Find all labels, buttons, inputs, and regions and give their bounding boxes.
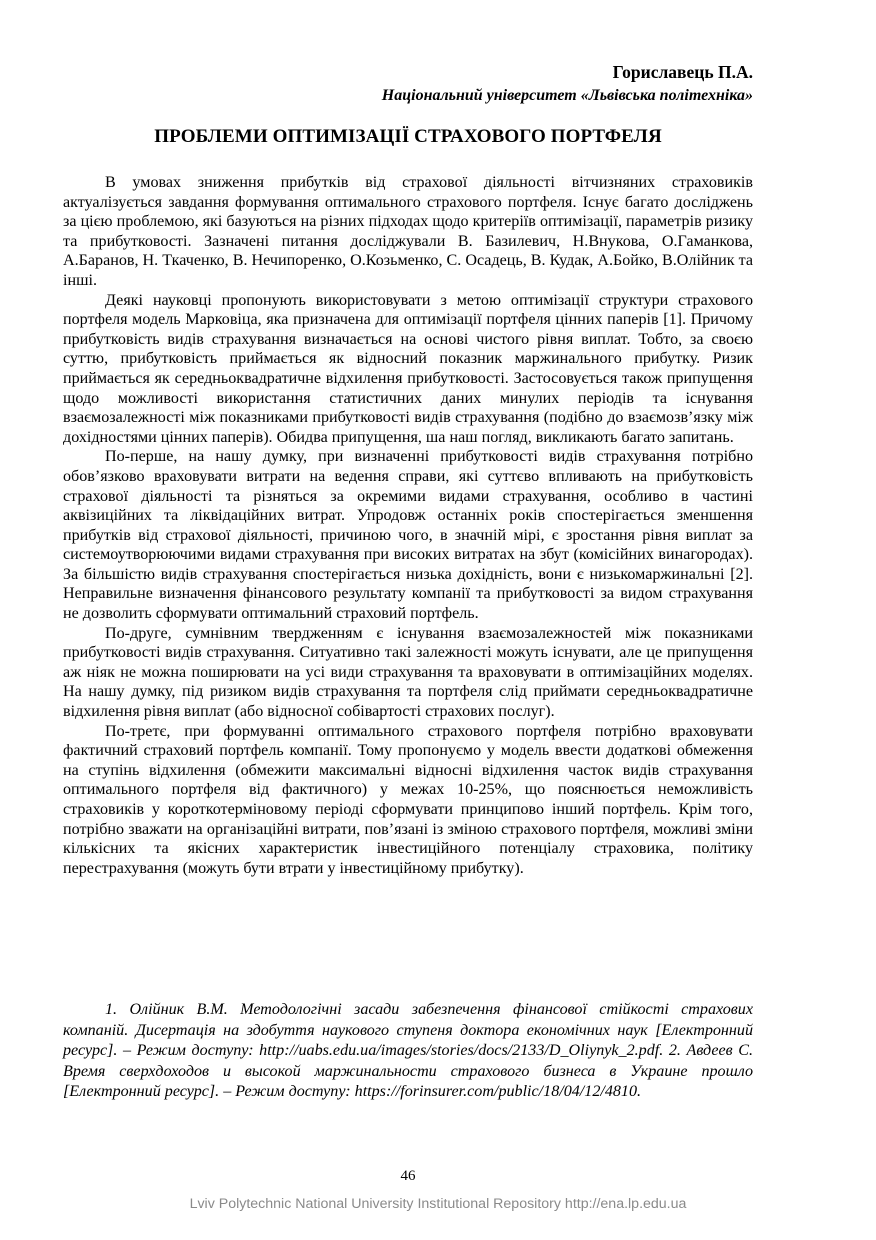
references: 1. Олійник В.М. Методологічні засади забезпечення фінансової стійкості страхових компаній. Дисертація на здобуття наукового ступеня доктора економічних наук [Електронний ресурс]. – Режим доступу: http://uabs.edu.ua/images/stories/docs/2133/D_Oliynyk_2.pdf. 2. Авдеев С. Время сверхдоходов и высокой маржинальности страхового бизнеса в Украине прошло [Електронний ресурс]. – Режим доступу: https://forinsurer.com/public/18/04/12/4810. (63, 1001, 753, 1101)
paragraph-3: По-перше, на нашу думку, при визначенні прибутковості видів страхування потрібно обов’язково враховувати витрати на ведення справи, які суттєво впливають на прибутковість страхової діяльності та різняться за окремими видами страхування, особливо в частині аквізиційних та ліквідаційних витрат. Упродовж останніх років спостерігається зменшення прибутків від страхової діяльності, причиною чого, в значній мірі, є зростання рівня виплат за системоутворюючими видами страхування при високих витратах на збут (комісійних винагородах). За більшістю видів страхування спостерігається низька дохідність, вони є низькомаржинальні [2]. Неправильне визначення фінансового результату компанії та прибутковості за видом страхування не дозволить сформувати оптимальний страховий портфель. (63, 448, 753, 623)
paragraph-5: По-третє, при формуванні оптимального страхового портфеля потрібно враховувати фактичний страховий портфель компанії. Тому пропонуємо у модель ввести додаткові обмеження на ступінь відхилення (обмежити максимальні відносні відхилення часток видів страхування оптимального портфеля від фактичного) у межах 10-25%, що пояснюється неможливість страховиків у короткотерміновому періоді сформувати принципово інший портфель. Крім того, потрібно зважати на організаційні витрати, пов’язані із зміною страхового портфеля, можливі зміни кількісних та якісних характеристик інвестиційного потенціалу страховика, політику перестрахування (можуть бути втрати у інвестиційному прибутку). (63, 722, 753, 877)
paragraph-1: В умовах зниження прибутків від страхової діяльності вітчизняних страховиків актуалізується завдання формування оптимального страхового портфеля. Існує багато досліджень за цією проблемою, які базуються на різних підходах щодо критеріїв оптимізації, параметрів ризику та прибутковості. Зазначені питання досліджували В. Базилевич, Н.Внукова, О.Гаманкова, А.Баранов, Н. Ткаченко, В. Нечипоренко, О.Козьменко, С. Осадець, В. Кудак, А.Бойко, В.Олійник та інші. (63, 174, 753, 289)
body-text (63, 173, 753, 878)
repository-footer: Lviv Polytechnic National University Institutional Repository http://ena.lp.edu.ua (189, 1196, 687, 1212)
page-number: 46 (400, 1168, 416, 1184)
paragraph-2: Деякі науковці пропонують використовувати з метою оптимізації структури страхового портфеля модель Марковіца, яка призначена для оптимізації портфеля цінних паперів [1]. Причому прибутковість видів страхування визначається на основі чистого рівня виплат. Тобто, за своєю суттю, прибутковість приймається як відносний показник маржинального прибутку. Ризик приймається як середньоквадратичне відхилення прибутковості. Застосовується також припущення щодо можливості використання статистичних даних минулих періодів та існування взаємозалежності між показниками прибутковості видів страхування (подібно до взаємозв’язку між дохідностями цінних паперів). Обидва припущення, ша наш погляд, викликають багато запитань. (63, 291, 753, 446)
paragraph-4: По-друге, сумнівним твердженням є існування взаємозалежностей між показниками прибутковості видів страхування. Ситуативно такі залежності можуть існувати, але це припущення аж ніяк не можна поширювати на усі види страхування та враховувати в оптимізаційних моделях. На нашу думку, під ризиком видів страхування та портфеля слід приймати середньоквадратичне відхилення рівня виплат (або відносної собівартості страхових послуг). (63, 624, 753, 721)
author-affiliation: Національний університет «Львівська політехніка» (381, 87, 753, 104)
paper-title: ПРОБЛЕМИ ОПТИМІЗАЦІЇ СТРАХОВОГО ПОРТФЕЛЯ (154, 126, 662, 147)
author-name: Гориславець П.А. (612, 62, 753, 82)
